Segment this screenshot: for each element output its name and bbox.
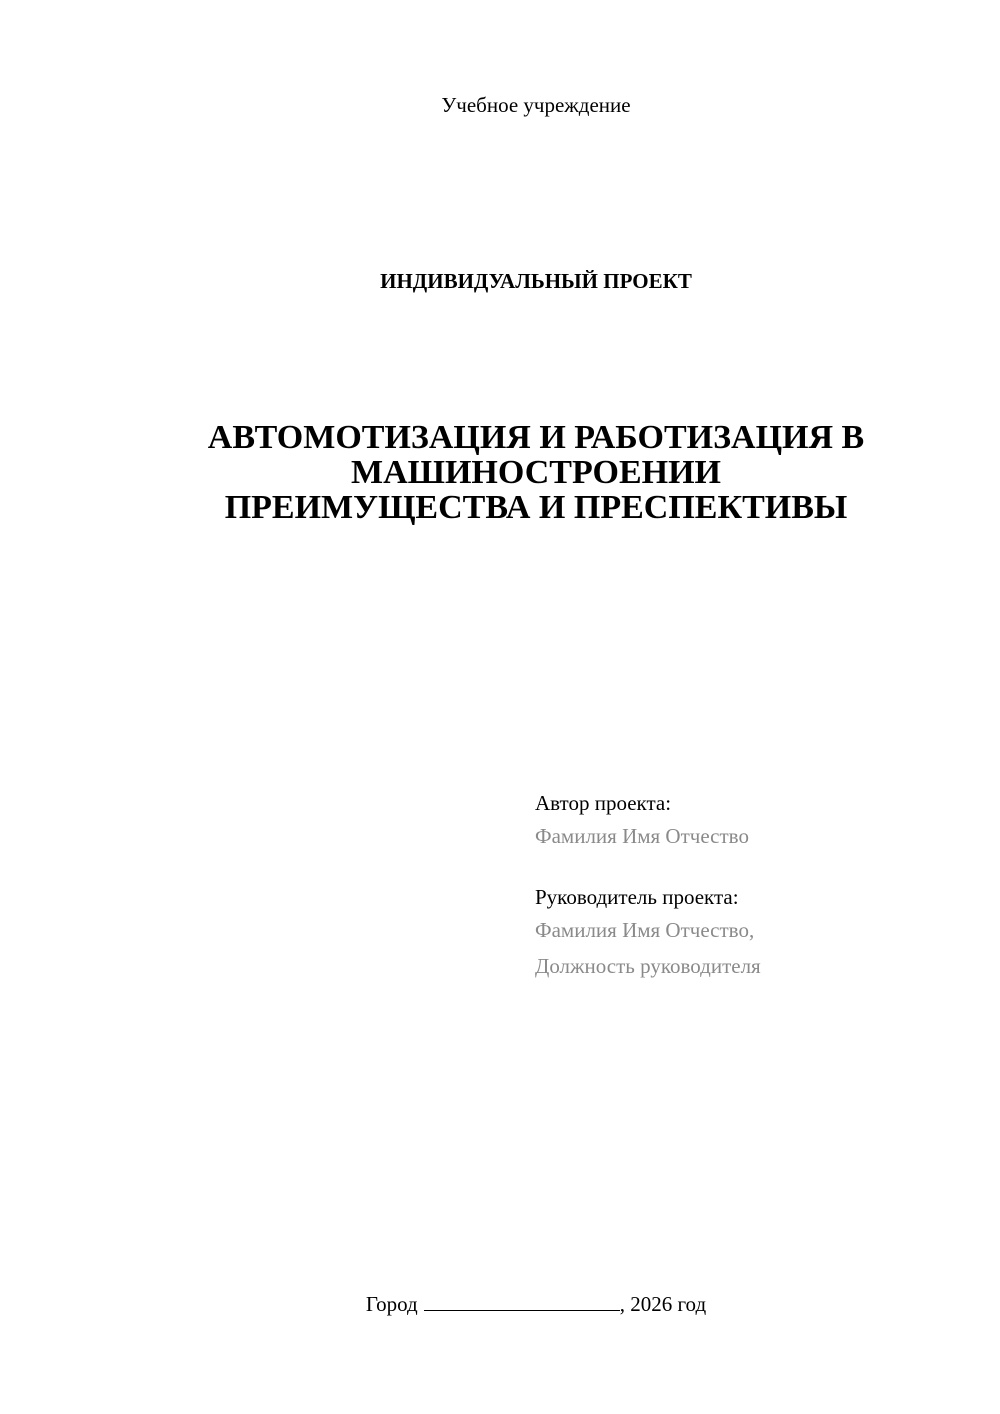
- credits-spacer: [535, 854, 975, 882]
- supervisor-name: Фамилия Имя Отчество,: [535, 918, 755, 942]
- supervisor-position: Должность руководителя: [535, 954, 761, 978]
- credits-block: [535, 788, 975, 984]
- city-label: Город: [365, 1292, 418, 1316]
- city-blank-line: [424, 1290, 620, 1311]
- title-line: МАШИНОСТРОЕНИИ: [351, 454, 721, 491]
- title-line: ПРЕИМУЩЕСТВА И ПРЕСПЕКТИВЫ: [224, 489, 848, 526]
- year-text: , 2026 год: [619, 1292, 707, 1316]
- project-title: [0, 420, 1000, 525]
- author-name: Фамилия Имя Отчество: [535, 824, 749, 848]
- city-year-line: [0, 1290, 1000, 1318]
- project-type-heading: ИНДИВИДУАЛЬНЫЙ ПРОЕКТ: [380, 269, 692, 293]
- author-label: Автор проекта:: [535, 791, 672, 815]
- supervisor-label: Руководитель проекта:: [535, 885, 739, 909]
- title-line: АВТОМОТИЗАЦИЯ И РАБОТИЗАЦИЯ В: [207, 419, 865, 456]
- institution-name: Учебное учреждение: [441, 93, 631, 117]
